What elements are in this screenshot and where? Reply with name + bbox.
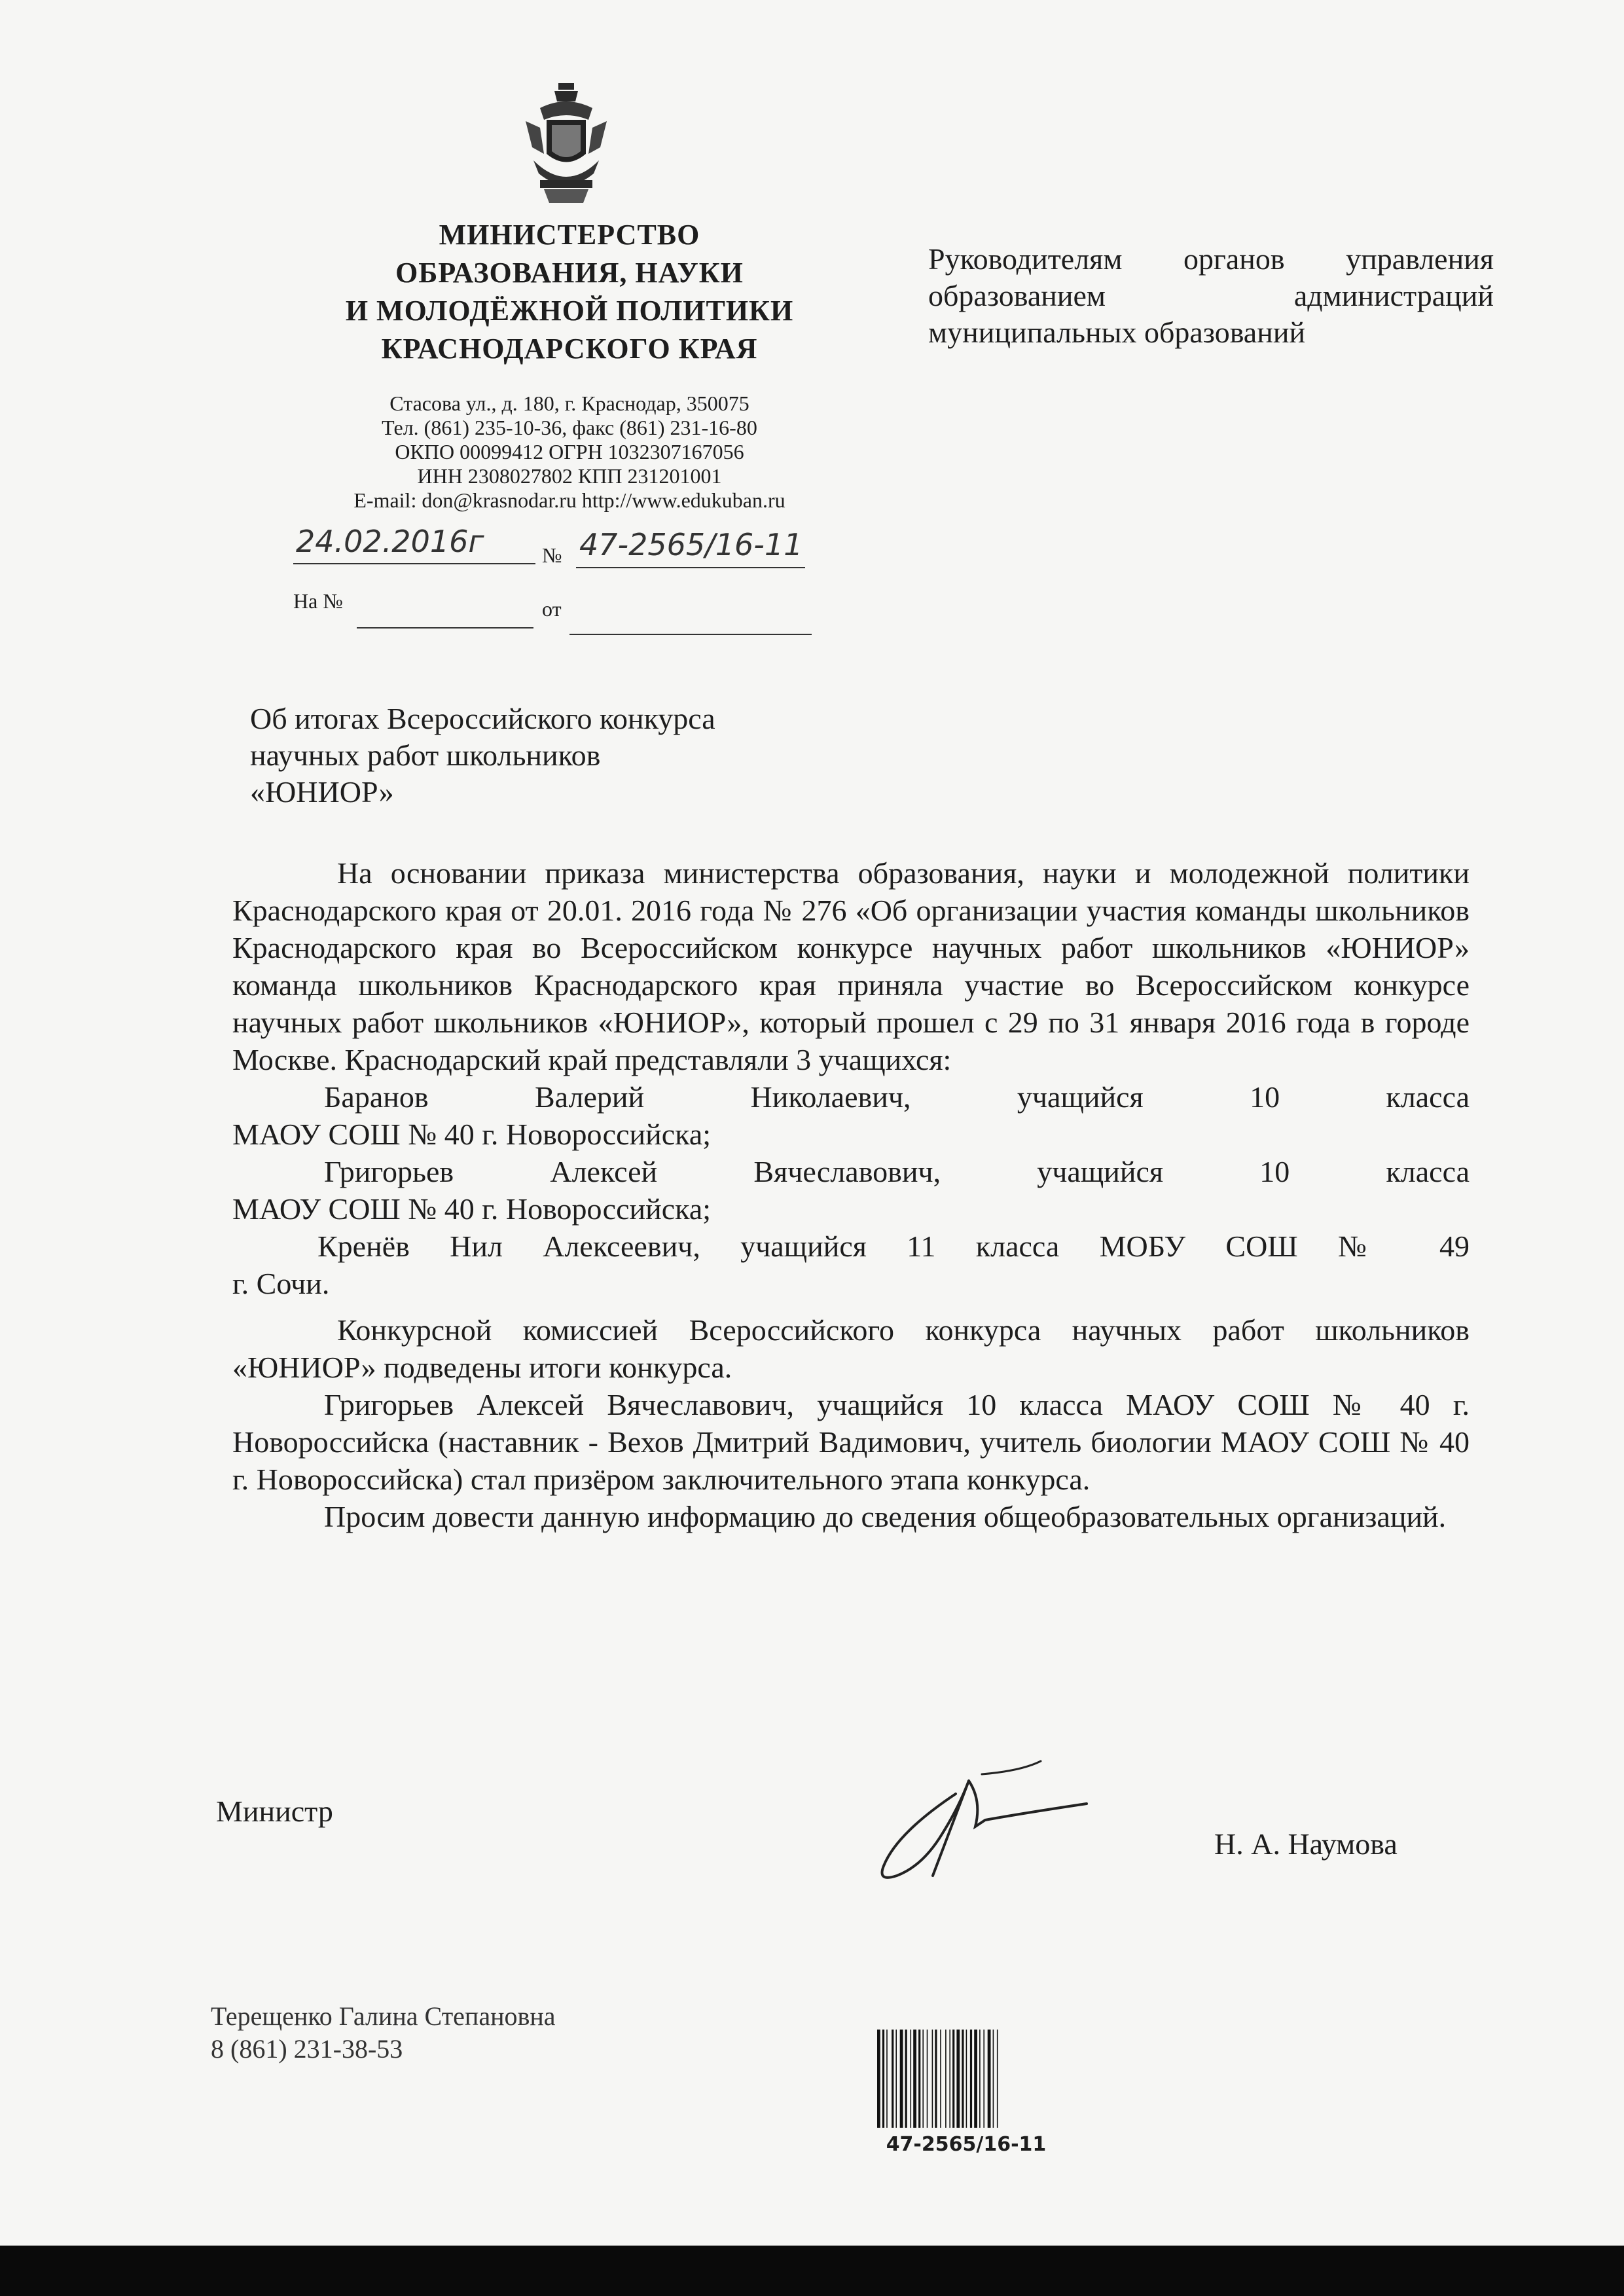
student-line: г. Сочи. — [232, 1267, 330, 1300]
requisite-line: ИНН 2308027802 КПП 231201001 — [417, 464, 722, 488]
from-label: от — [542, 597, 562, 621]
ministry-name — [288, 216, 851, 368]
body-paragraph: Просим довести данную информацию до сведения общеобразовательных организаций. — [324, 1500, 1447, 1533]
reply-to-underline — [357, 627, 533, 629]
executor-phone: 8 (861) 231-38-53 — [211, 2034, 403, 2064]
handwritten-date: 24.02.2016г — [296, 524, 484, 559]
body-paragraph: Григорьев Алексей Вячеславович, учащийся 10 класса МАОУ СОШ № 40 г. Новороссийска (наставник - Вехов Дмитрий Вадимович, учитель биологии МАОУ СОШ № 40 г. Новороссийска) стал призёром заключительного этапа конкурса. — [232, 1388, 1470, 1496]
student-line: МАОУ СОШ № 40 г. Новороссийска; — [232, 1118, 712, 1151]
requisite-line: Стасова ул., д. 180, г. Краснодар, 350075 — [389, 392, 749, 415]
requisite-line: E-mail: don@krasnodar.ru http://www.edukuban.ru — [353, 488, 785, 512]
student-line: Григорьев Алексей Вячеславович, учащийся 10 класса — [324, 1155, 1470, 1188]
executor-contact — [211, 2000, 556, 2066]
number-underline — [576, 567, 805, 568]
subject-line: научных работ школьников — [250, 738, 601, 772]
number-sign: № — [542, 543, 562, 567]
subject-line: Об итогах Всероссийского конкурса — [250, 702, 715, 735]
ministry-line: И МОЛОДЁЖНОЙ ПОЛИТИКИ — [345, 295, 794, 327]
letter-subject — [250, 701, 839, 811]
addressee-line: Руководителям органов управления — [928, 242, 1494, 276]
handwritten-number: 47-2565/16-11 — [579, 527, 803, 562]
student-line: МАОУ СОШ № 40 г. Новороссийска; — [232, 1192, 712, 1226]
reply-to-label: На № — [293, 589, 343, 613]
handwritten-signature — [871, 1755, 1106, 1886]
student-line: Баранов Валерий Николаевич, учащийся 10 класса — [324, 1080, 1470, 1114]
barcode-icon — [875, 2030, 1058, 2128]
student-line: Кренёв Нил Алексеевич, учащийся 11 класса МОБУ СОШ № 49 — [317, 1230, 1470, 1263]
scan-bottom-band — [0, 2246, 1624, 2296]
body-paragraph: На основании приказа министерства образования, науки и молодежной политики Краснодарского края от 20.01. 2016 года № 276 «Об организации участия команды школьников Краснодарского края во Всероссийском конкурсе научных работ школьников «ЮНИОР» команда школьников Краснодарского края приняла участие во Всероссийском конкурсе научных работ школьников «ЮНИОР», который прошел с 29 по 31 января 2016 года в городе Москве. Краснодарский край представляли 3 учащихся: — [232, 856, 1470, 1076]
signer-position: Министр — [216, 1795, 333, 1828]
ministry-line: ОБРАЗОВАНИЯ, НАУКИ — [395, 257, 744, 289]
letter-body — [232, 854, 1470, 1535]
ministry-line: КРАСНОДАРСКОГО КРАЯ — [381, 333, 758, 365]
addressee-line: образованием администраций — [928, 279, 1494, 312]
signer-name: Н. А. Наумова — [1214, 1827, 1398, 1861]
addressee-line: муниципальных образований — [928, 316, 1306, 349]
ministry-requisites — [288, 392, 851, 513]
requisite-line: Тел. (861) 235-10-36, факс (861) 231-16-80 — [382, 416, 757, 439]
requisite-line: ОКПО 00099412 ОГРН 1032307167056 — [395, 440, 744, 464]
barcode-number: 47-2565/16-11 — [886, 2133, 1047, 2156]
addressee — [928, 241, 1494, 351]
executor-name: Терещенко Галина Степановна — [211, 2001, 556, 2031]
coat-of-arms-icon — [520, 82, 612, 206]
subject-line: «ЮНИОР» — [250, 775, 394, 809]
date-underline — [293, 563, 535, 564]
body-paragraph: Конкурсной комиссией Всероссийского конкурса научных работ школьников «ЮНИОР» подведены итоги конкурса. — [232, 1313, 1470, 1384]
from-underline — [569, 634, 812, 635]
ministry-line: МИНИСТЕРСТВО — [439, 219, 700, 251]
